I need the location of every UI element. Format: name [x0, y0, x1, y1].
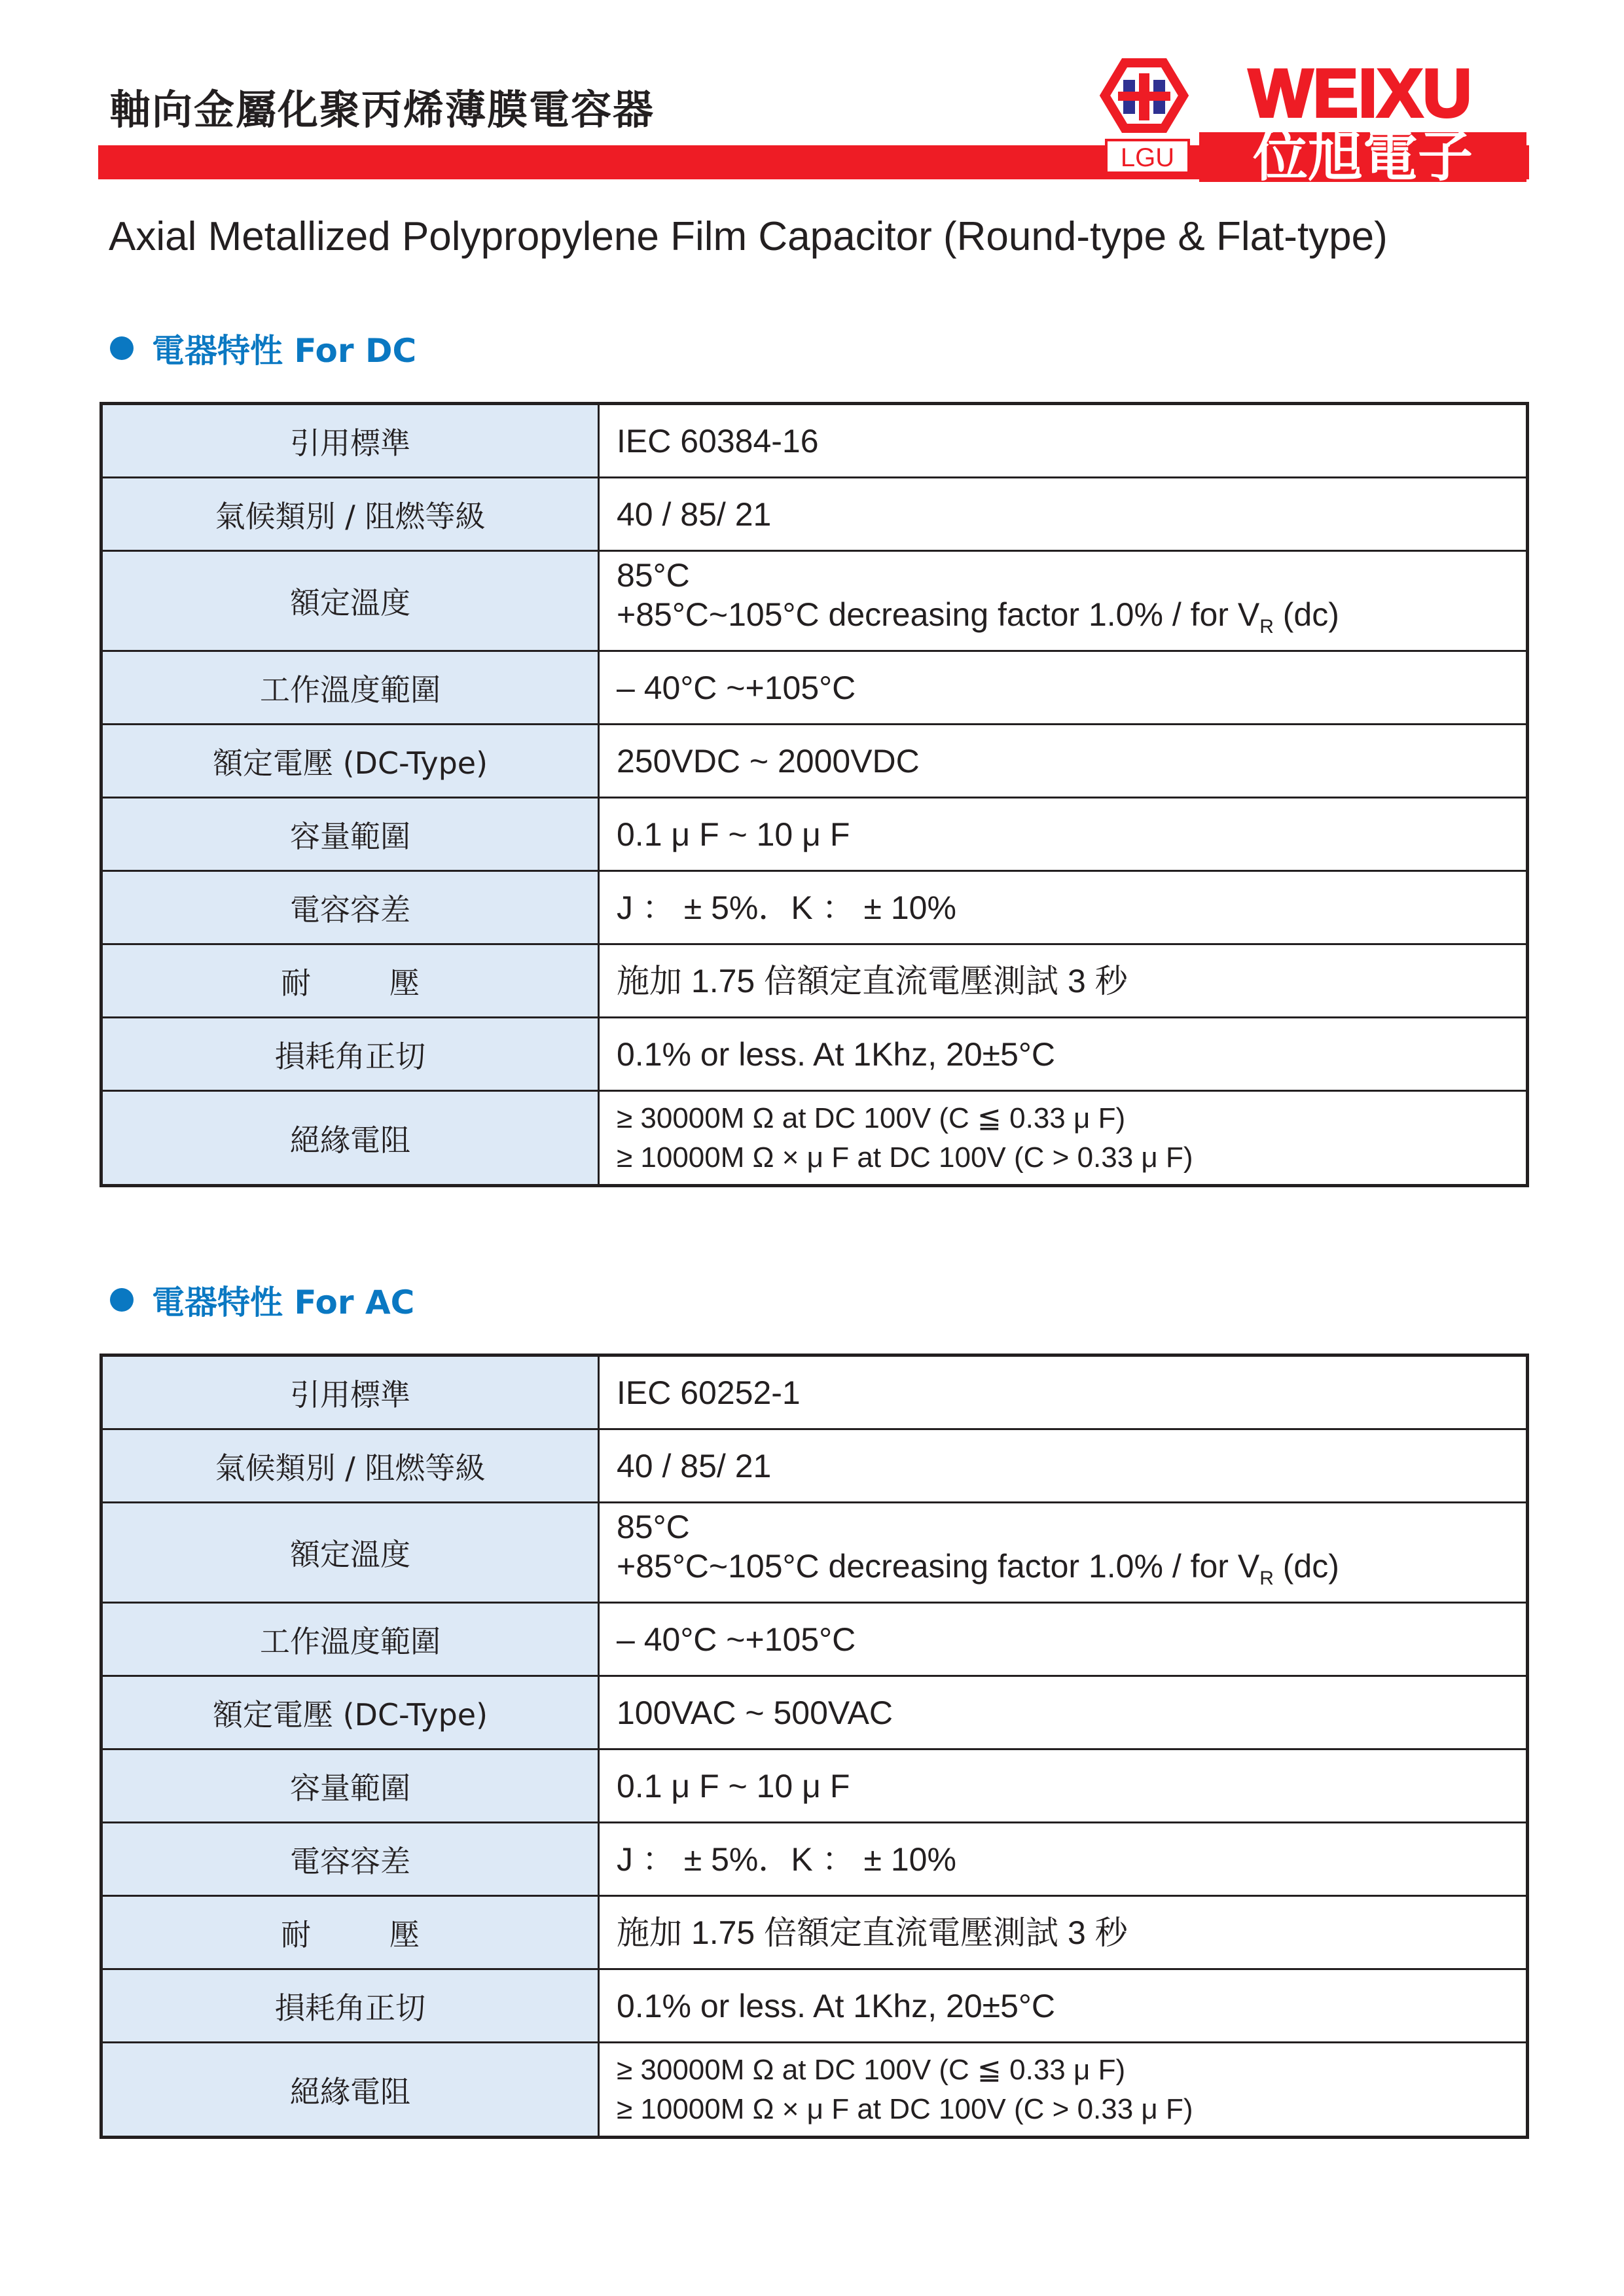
row-label: 工作溫度範圍 [101, 1603, 599, 1676]
row-label: 引用標準 [101, 1355, 599, 1429]
row-value: IEC 60252-1 [599, 1355, 1528, 1429]
table-row [101, 1749, 1528, 1823]
row-value: 0.1 μ F ~ 10 μ F [599, 1749, 1528, 1823]
row-value: 施加 1.75 倍額定直流電壓測試 3 秒 [599, 1896, 1528, 1969]
row-label: 額定電壓 (DC-Type) [101, 725, 599, 798]
row-label: 耐壓 [101, 944, 599, 1018]
row-label: 額定溫度 [101, 551, 599, 651]
row-value: J ： ± 5%．K ： ± 10% [599, 1823, 1528, 1896]
row-label: 絕緣電阻 [101, 1091, 599, 1186]
row-value: 0.1% or less. At 1Khz, 20±5°C [599, 1018, 1528, 1091]
section-title-ac: 電器特性 For AC [110, 1276, 414, 1323]
table-row [101, 1603, 1528, 1676]
table-row [101, 404, 1528, 478]
spec-table-ac [99, 1354, 1529, 2139]
weixu-logo [1087, 54, 1532, 185]
table-row [101, 1676, 1528, 1749]
logo-brand-text: WEIXU [1248, 56, 1472, 132]
row-value: IEC 60384-16 [599, 404, 1528, 478]
table-row [101, 478, 1528, 551]
table-row [101, 1503, 1528, 1603]
table-row [101, 1091, 1528, 1186]
table-row [101, 1969, 1528, 2043]
table-row [101, 1018, 1528, 1091]
page-title-english: Axial Metallized Polypropylene Film Capacitor (Round-type & Flat-type) [109, 214, 1388, 259]
row-value: 施加 1.75 倍額定直流電壓測試 3 秒 [599, 944, 1528, 1018]
row-label: 氣候類別 / 阻燃等級 [101, 478, 599, 551]
row-label: 引用標準 [101, 404, 599, 478]
row-label: 絕緣電阻 [101, 2043, 599, 2138]
table-row [101, 725, 1528, 798]
row-label: 額定溫度 [101, 1503, 599, 1603]
table-row [101, 798, 1528, 871]
table-row [101, 944, 1528, 1018]
table-row [101, 1429, 1528, 1503]
row-label: 耐壓 [101, 1896, 599, 1969]
table-row [101, 871, 1528, 944]
row-value: 85°C +85°C~105°C decreasing factor 1.0% / for $V_R$ (dc) [599, 1503, 1528, 1603]
row-value: 250VDC ~ 2000VDC [599, 725, 1528, 798]
row-value: 0.1% or less. At 1Khz, 20±5°C [599, 1969, 1528, 2043]
bullet-icon [110, 336, 134, 360]
table-row [101, 1823, 1528, 1896]
row-value: – 40°C ~+105°C [599, 1603, 1528, 1676]
bullet-icon [110, 1288, 134, 1312]
row-value: – 40°C ~+105°C [599, 651, 1528, 725]
row-label: 額定電壓 (DC-Type) [101, 1676, 599, 1749]
row-value: 40 / 85/ 21 [599, 1429, 1528, 1503]
table-row [101, 551, 1528, 651]
row-value: 0.1 μ F ~ 10 μ F [599, 798, 1528, 871]
row-label: 電容容差 [101, 871, 599, 944]
row-label: 損耗角正切 [101, 1969, 599, 2043]
table-row [101, 1355, 1528, 1429]
row-value: ≥ 30000M Ω at DC 100V (C ≦ 0.33 μ F) ≥ 10000M Ω × μ F at DC 100V (C > 0.33 μ F) [599, 2043, 1528, 2138]
table-row [101, 1896, 1528, 1969]
row-value: ≥ 30000M Ω at DC 100V (C ≦ 0.33 μ F) ≥ 10000M Ω × μ F at DC 100V (C > 0.33 μ F) [599, 1091, 1528, 1186]
row-label: 損耗角正切 [101, 1018, 599, 1091]
spec-table-dc [99, 402, 1529, 1187]
logo-chinese-text: 位旭電子 [1252, 124, 1473, 185]
logo-badge-text: LGU [1120, 143, 1175, 172]
row-value: 85°C +85°C~105°C decreasing factor 1.0% / for $V_R$ (dc) [599, 551, 1528, 651]
row-value: 100VAC ~ 500VAC [599, 1676, 1528, 1749]
row-value: J ： ± 5%．K ： ± 10% [599, 871, 1528, 944]
row-label: 工作溫度範圍 [101, 651, 599, 725]
page-title-chinese: 軸向金屬化聚丙烯薄膜電容器 [110, 86, 655, 134]
row-label: 容量範圍 [101, 1749, 599, 1823]
row-label: 氣候類別 / 阻燃等級 [101, 1429, 599, 1503]
row-value: 40 / 85/ 21 [599, 478, 1528, 551]
row-label: 容量範圍 [101, 798, 599, 871]
table-row [101, 651, 1528, 725]
section-title-dc: 電器特性 For DC [110, 325, 416, 372]
table-row [101, 2043, 1528, 2138]
row-label: 電容容差 [101, 1823, 599, 1896]
